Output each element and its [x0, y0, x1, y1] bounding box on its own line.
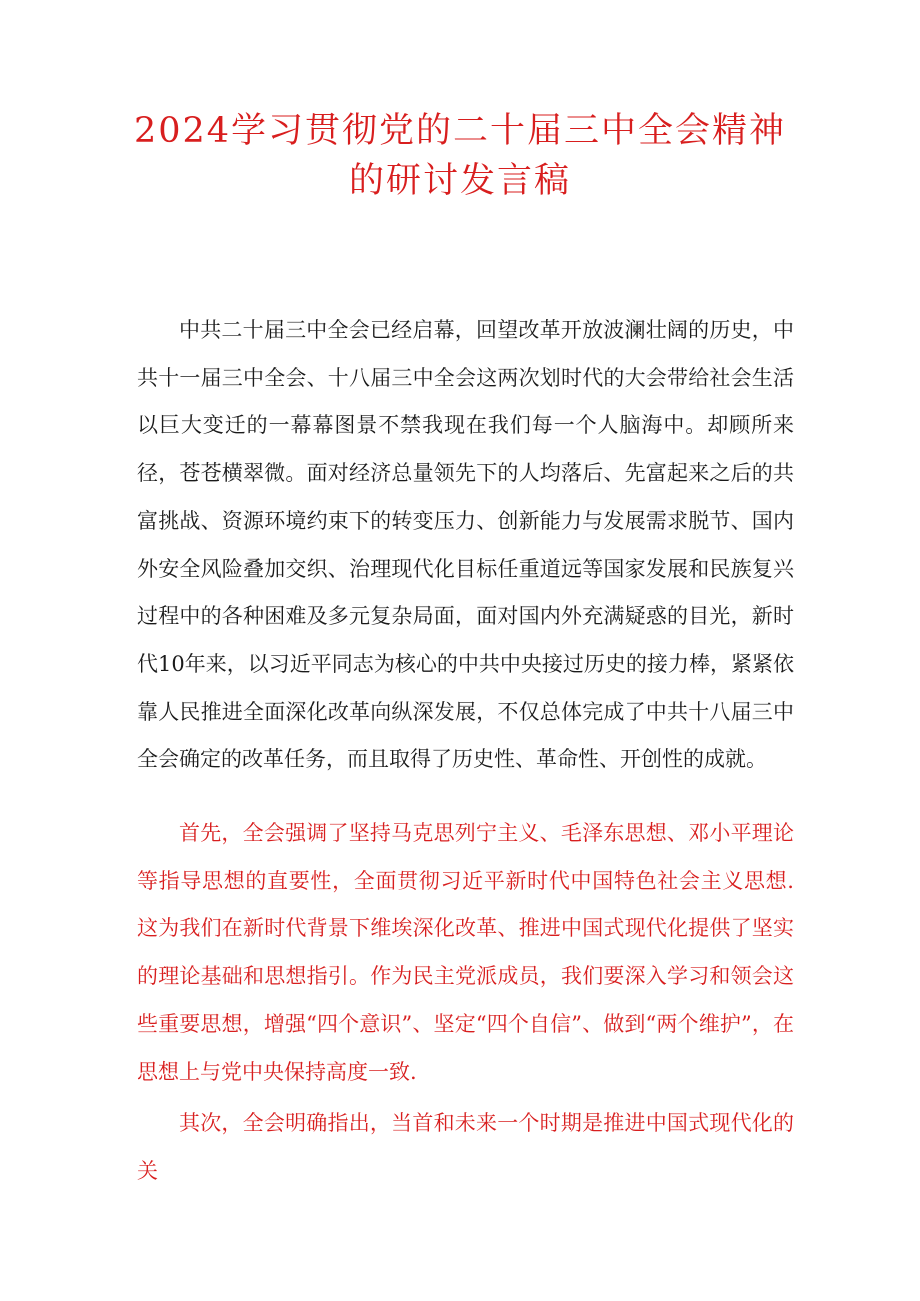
paragraph-intro: 中共二十届三中全会已经启幕，回望改革开放波澜壮阔的历史，中共十一届三中全会、十八届三中全会这两次划时代的大会带给社会生活以巨大变迁的一幕幕图景不禁我现在我们每一个人脑海中。却顾所来径，苍苍横翠微。面对经济总量领先下的人均落后、先富起来之后的共富挑战、资源环境约束下的转变压力、创新能力与发展需求脱节、国内外安全风险叠加交织、治理现代化目标任重道远等国家发展和民族复兴过程中的各种困难及多元复杂局面，面对国内外充满疑惑的目光，新时代10年来，以习近平同志为核心的中共中央接过历史的接力棒，紧紧依靠人民推进全面深化改革向纵深发展，不仅总体完成了中共十八届三中全会确定的改革任务，而且取得了历史性、革命性、开创性的成就。	[137, 318, 794, 772]
paragraph-second-point: 其次，全会明确指出，当首和未来一个时期是推进中国式现代化的关	[137, 1111, 794, 1183]
document-title-line-1: 2024学习贯彻党的二十届三中全会精神	[133, 111, 787, 151]
document-title-line-2: 的研讨发言稿	[348, 161, 571, 201]
paragraph-first-point: 首先，全会强调了坚持马克思列宁主义、毛泽东思想、邓小平理论等指导思想的直要性，全面贯彻习近平新时代中国特色社会主义思想.这为我们在新时代背景下维埃深化改革、推进中国式现代化提供了坚实的理论基础和思想指引。作为民主党派成员，我们要深入学习和领会这些重要思想，增强“四个意识”、坚定“四个自信”、做到“两个维护”，在思想上与党中央保持高度一致.	[137, 821, 794, 1084]
